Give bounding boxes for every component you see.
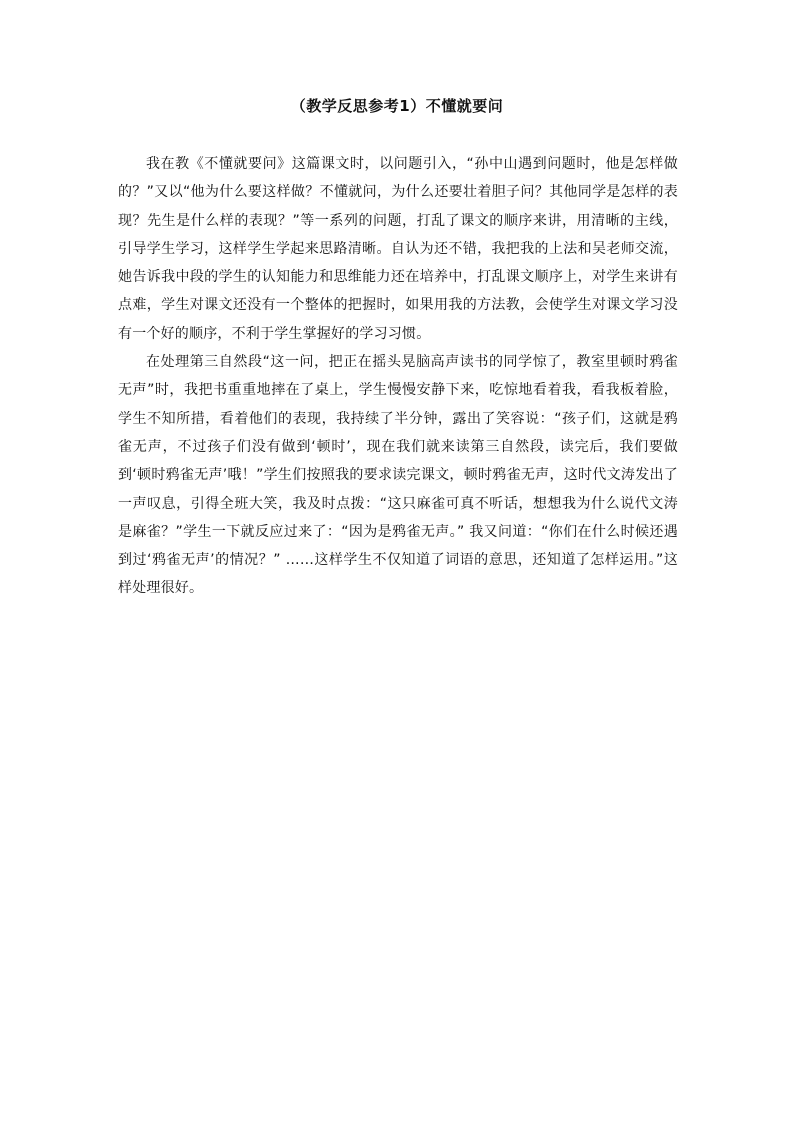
paragraph-1: 我在教《不懂就要问》这篇课文时，以问题引入，“孙中山遇到问题时，他是怎样做的？”又以“他为什么要这样做？不懂就问，为什么还要壮着胆子问？其他同学是怎样的表现？先生是什么样的表现？”等一系列的问题，打乱了课文的顺序来讲，用清晰的主线，引导学生学习，这样学生学起来思路清晰。自认为还不错，我把我的上法和吴老师交流，她告诉我中段的学生的认知能力和思维能力还在培养中，打乱课文顺序上，对学生来讲有点难，学生对课文还没有一个整体的把握时，如果用我的方法教，会使学生对课文学习没有一个好的顺序，不利于学生掌握好的学习习惯。 [118,156,678,342]
document-title: （教学反思参考1）不懂就要问 [290,97,504,115]
paragraph-2: 在处理第三自然段“这一问，把正在摇头晃脑高声读书的同学惊了，教室里顿时鸦雀无声”时，我把书重重地摔在了桌上，学生慢慢安静下来，吃惊地看着我，看我板着脸，学生不知所措，看着他们的表现，我持续了半分钟，露出了笑容说：“孩子们，这就是鸦雀无声，不过孩子们没有做到‘顿时’，现在我们就来读第三自然段，读完后，我们要做到‘顿时鸦雀无声’哦！”学生们按照我的要求读完课文，顿时鸦雀无声，这时代文涛发出了一声叹息，引得全班大笑，我及时点拨：“这只麻雀可真不听话，想想我为什么说代文涛是麻雀？”学生一下就反应过来了：“因为是鸦雀无声。” 我又问道：“你们在什么时候还遇到过‘鸦雀无声’的情况？” ……这样学生不仅知道了词语的意思，还知道了怎样运用。”这样处理很好。 [118,354,678,597]
document-body [118,150,678,603]
